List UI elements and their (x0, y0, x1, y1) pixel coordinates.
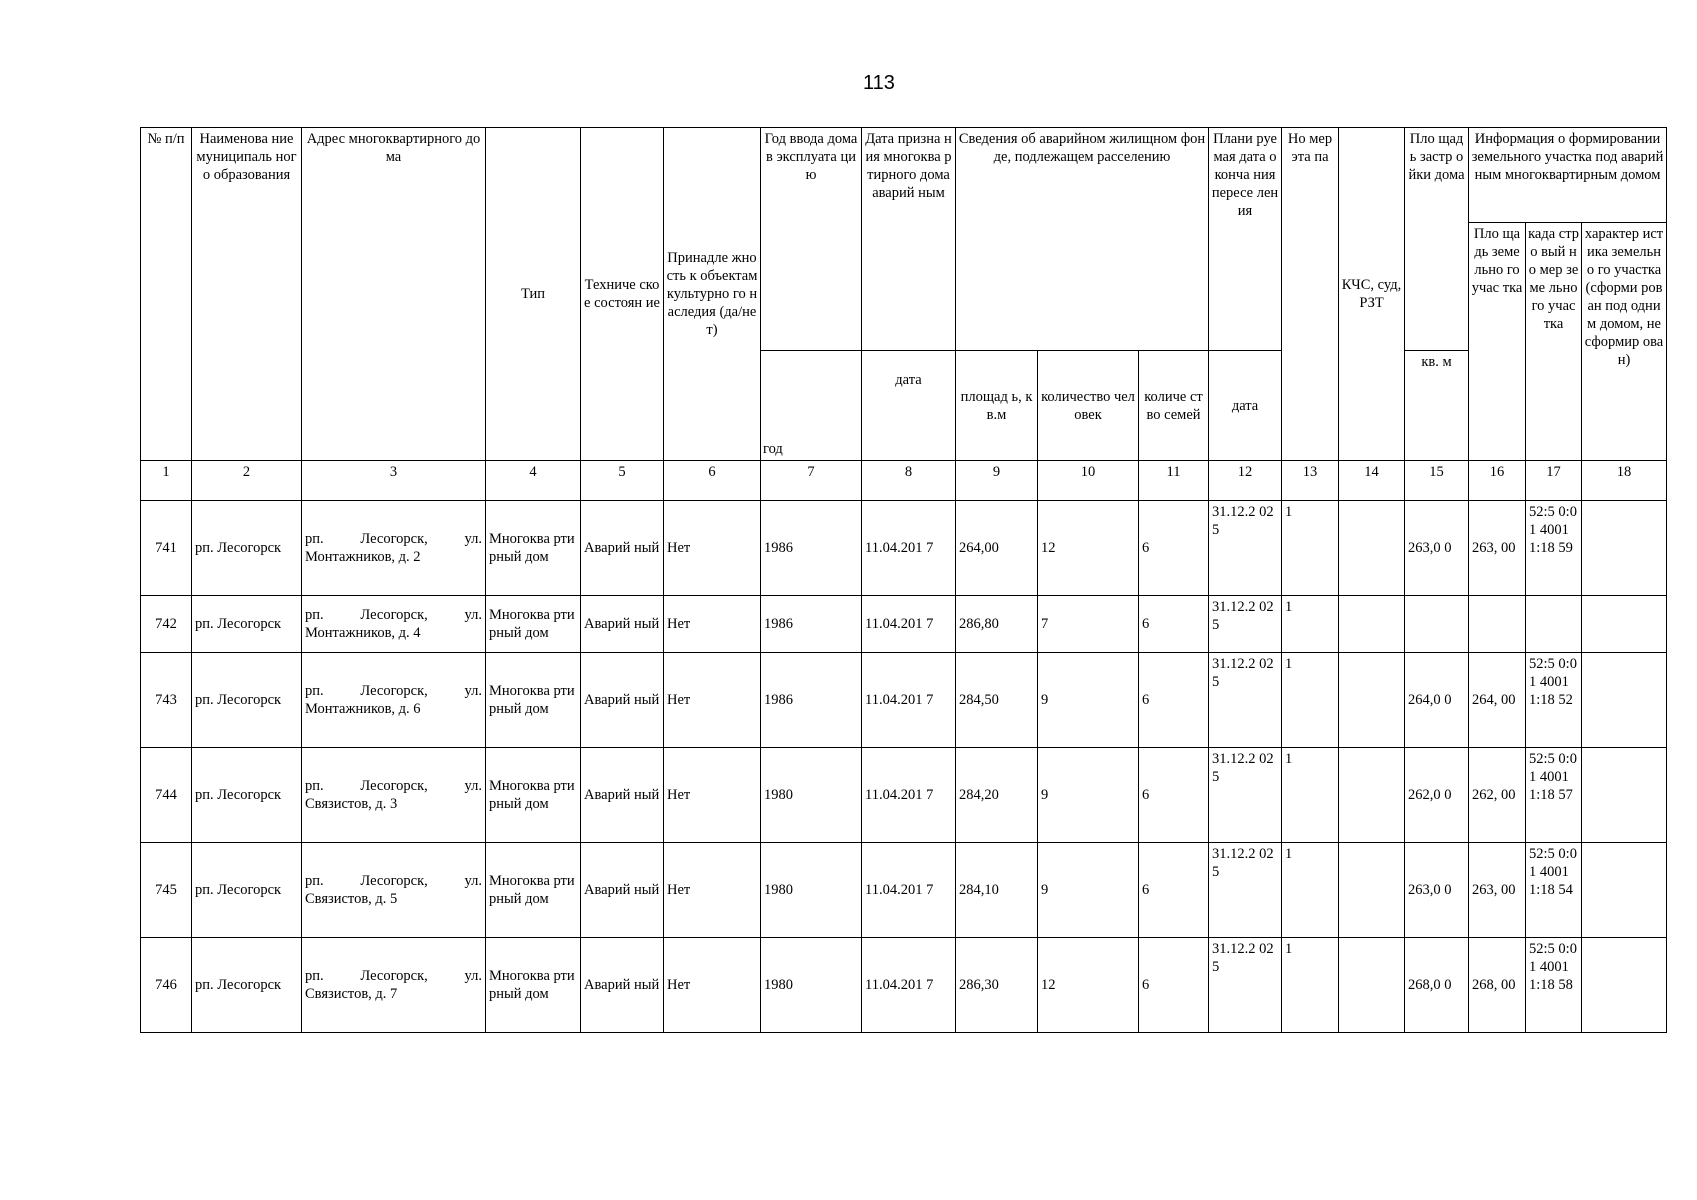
families-cell: 6 (1139, 501, 1209, 596)
col-number: 5 (581, 461, 664, 501)
date-cell: 11.04.201 7 (862, 596, 956, 653)
address-part: рп. (305, 607, 324, 623)
col-number: 12 (1209, 461, 1282, 501)
area-cell: 286,30 (956, 938, 1038, 1033)
heritage-cell: Нет (664, 653, 761, 748)
families-cell: 6 (1139, 748, 1209, 843)
address-street: Связистов, д. 3 (305, 796, 398, 812)
subheader-people: количество человек (1038, 351, 1139, 461)
col-number: 9 (956, 461, 1038, 501)
address-part: Лесогорск, (360, 778, 428, 794)
address-street: Связистов, д. 7 (305, 986, 398, 1002)
header-kchs: КЧС, суд, РЗТ (1339, 128, 1405, 461)
municipality-cell: рп. Лесогорск (192, 938, 302, 1033)
land-area-cell: 264, 00 (1469, 653, 1526, 748)
address-part: Лесогорск, (360, 873, 428, 889)
col-number: 17 (1526, 461, 1582, 501)
header-stage: Но мер эта па (1282, 128, 1339, 461)
year-cell: 1986 (761, 501, 862, 596)
municipality-cell: рп. Лесогорск (192, 748, 302, 843)
kchs-cell (1339, 501, 1405, 596)
address-part: рп. (305, 968, 324, 984)
table-row (141, 653, 1667, 748)
row-number: 741 (141, 501, 192, 596)
area-cell: 284,20 (956, 748, 1038, 843)
land-char-cell (1582, 938, 1667, 1033)
header-address: Адрес многоквартирного дома (302, 128, 486, 461)
area-cell: 264,00 (956, 501, 1038, 596)
land-char-cell (1582, 596, 1667, 653)
area-cell: 284,10 (956, 843, 1038, 938)
address-part: ул. (464, 531, 482, 547)
address-part: Лесогорск, (360, 531, 428, 547)
address-part: Лесогорск, (360, 607, 428, 623)
header-municipality: Наименова ние муниципаль ного образования (192, 128, 302, 461)
people-cell: 9 (1038, 748, 1139, 843)
header-land-area: Пло щадь земе льно го учас тка (1469, 223, 1526, 461)
state-cell: Аварий ный (581, 938, 664, 1033)
address-part: рп. (305, 778, 324, 794)
date-cell: 11.04.201 7 (862, 748, 956, 843)
address-cell (302, 653, 486, 748)
heritage-cell: Нет (664, 843, 761, 938)
header-land-char: характер истика земельно го участка (сформи рован под одним домом, не сформир ован) (1582, 223, 1667, 461)
heritage-cell: Нет (664, 501, 761, 596)
address-street: Монтажников, д. 4 (305, 625, 421, 641)
kchs-cell (1339, 596, 1405, 653)
people-cell: 12 (1038, 938, 1139, 1033)
address-cell (302, 748, 486, 843)
families-cell: 6 (1139, 596, 1209, 653)
stage-cell: 1 (1282, 938, 1339, 1033)
year-cell: 1986 (761, 653, 862, 748)
address-cell (302, 843, 486, 938)
row-number: 746 (141, 938, 192, 1033)
land-area-cell: 263, 00 (1469, 843, 1526, 938)
stage-cell: 1 (1282, 501, 1339, 596)
date-cell: 11.04.201 7 (862, 938, 956, 1033)
heritage-cell: Нет (664, 938, 761, 1033)
plan-date-cell: 31.12.2 025 (1209, 653, 1282, 748)
address-street: Монтажников, д. 2 (305, 549, 421, 565)
state-cell: Аварий ный (581, 501, 664, 596)
type-cell: Многоква ртирный дом (486, 596, 581, 653)
type-cell: Многоква ртирный дом (486, 938, 581, 1033)
column-number-row (141, 461, 1667, 501)
header-num: № п/п (141, 128, 192, 461)
address-part: ул. (464, 968, 482, 984)
col-number: 10 (1038, 461, 1139, 501)
col-number: 2 (192, 461, 302, 501)
subheader-build-area-unit: кв. м (1405, 351, 1469, 461)
cadastral-cell: 52:5 0:01 4001 1:18 58 (1526, 938, 1582, 1033)
row-number: 745 (141, 843, 192, 938)
families-cell: 6 (1139, 938, 1209, 1033)
subheader-families: количе ство семей (1139, 351, 1209, 461)
plan-date-cell: 31.12.2 025 (1209, 938, 1282, 1033)
address-part: ул. (464, 683, 482, 699)
year-cell: 1980 (761, 843, 862, 938)
cadastral-cell: 52:5 0:01 4001 1:18 52 (1526, 653, 1582, 748)
build-area-cell: 268,0 0 (1405, 938, 1469, 1033)
land-area-cell: 263, 00 (1469, 501, 1526, 596)
date-cell: 11.04.201 7 (862, 501, 956, 596)
land-char-cell (1582, 501, 1667, 596)
col-number: 6 (664, 461, 761, 501)
build-area-cell: 263,0 0 (1405, 843, 1469, 938)
address-cell (302, 596, 486, 653)
cadastral-cell: 52:5 0:01 4001 1:18 59 (1526, 501, 1582, 596)
year-cell: 1980 (761, 938, 862, 1033)
stage-cell: 1 (1282, 748, 1339, 843)
subheader-plan-date: дата (1209, 351, 1282, 461)
build-area-cell: 263,0 0 (1405, 501, 1469, 596)
people-cell: 9 (1038, 653, 1139, 748)
col-number: 14 (1339, 461, 1405, 501)
col-number: 4 (486, 461, 581, 501)
housing-table (140, 127, 1667, 1033)
people-cell: 12 (1038, 501, 1139, 596)
address-part: ул. (464, 778, 482, 794)
table-row (141, 843, 1667, 938)
people-cell: 9 (1038, 843, 1139, 938)
row-number: 743 (141, 653, 192, 748)
col-number: 13 (1282, 461, 1339, 501)
heritage-cell: Нет (664, 596, 761, 653)
municipality-cell: рп. Лесогорск (192, 501, 302, 596)
address-part: Лесогорск, (360, 968, 428, 984)
state-cell: Аварий ный (581, 596, 664, 653)
build-area-cell: 264,0 0 (1405, 653, 1469, 748)
area-cell: 284,50 (956, 653, 1038, 748)
plan-date-cell: 31.12.2 025 (1209, 501, 1282, 596)
address-part: рп. (305, 873, 324, 889)
cadastral-cell (1526, 596, 1582, 653)
page-number: 113 (863, 72, 895, 94)
type-cell: Многоква ртирный дом (486, 843, 581, 938)
families-cell: 6 (1139, 653, 1209, 748)
subheader-date: дата (862, 351, 956, 461)
table-row (141, 748, 1667, 843)
land-area-cell: 262, 00 (1469, 748, 1526, 843)
col-number: 15 (1405, 461, 1469, 501)
kchs-cell (1339, 653, 1405, 748)
col-number: 7 (761, 461, 862, 501)
plan-date-cell: 31.12.2 025 (1209, 748, 1282, 843)
header-build-area: Пло щадь застр ойки дома (1405, 128, 1469, 351)
kchs-cell (1339, 843, 1405, 938)
header-type: Тип (486, 128, 581, 461)
state-cell: Аварий ный (581, 653, 664, 748)
col-number: 3 (302, 461, 486, 501)
cadastral-cell: 52:5 0:01 4001 1:18 57 (1526, 748, 1582, 843)
address-part: ул. (464, 873, 482, 889)
address-cell (302, 501, 486, 596)
land-char-cell (1582, 843, 1667, 938)
table-row (141, 501, 1667, 596)
header-heritage: Принадле жность к объектам культурно го наследия (да/нет) (664, 128, 761, 461)
municipality-cell: рп. Лесогорск (192, 653, 302, 748)
area-cell: 286,80 (956, 596, 1038, 653)
address-cell (302, 938, 486, 1033)
table-row (141, 596, 1667, 653)
date-cell: 11.04.201 7 (862, 843, 956, 938)
municipality-cell: рп. Лесогорск (192, 596, 302, 653)
col-number: 18 (1582, 461, 1667, 501)
state-cell: Аварий ный (581, 843, 664, 938)
municipality-cell: рп. Лесогорск (192, 843, 302, 938)
col-number: 11 (1139, 461, 1209, 501)
header-land-info: Информация о формировании земельного участка под аварийным многоквартирным домом (1469, 128, 1667, 223)
header-tech-state: Техниче ское состоян ие (581, 128, 664, 461)
type-cell: Многоква ртирный дом (486, 748, 581, 843)
header-commission-year: Год ввода дома в эксплуата цию (761, 128, 862, 351)
subheader-area: площад ь, кв.м (956, 351, 1038, 461)
header-cadastral: када стро вый но мер земе льно го учас тка (1526, 223, 1582, 461)
year-cell: 1980 (761, 748, 862, 843)
date-cell: 11.04.201 7 (862, 653, 956, 748)
col-number: 16 (1469, 461, 1526, 501)
header-planned-date: Плани руемая дата оконча ния пересе ления (1209, 128, 1282, 351)
type-cell: Многоква ртирный дом (486, 653, 581, 748)
header-emergency-fund: Сведения об аварийном жилищном фонде, подлежащем расселению (956, 128, 1209, 351)
type-cell: Многоква ртирный дом (486, 501, 581, 596)
stage-cell: 1 (1282, 653, 1339, 748)
state-cell: Аварий ный (581, 748, 664, 843)
kchs-cell (1339, 748, 1405, 843)
kchs-cell (1339, 938, 1405, 1033)
address-street: Связистов, д. 5 (305, 891, 398, 907)
header-emergency-date: Дата призна ния многоква ртирного дома аварий ным (862, 128, 956, 351)
build-area-cell: 262,0 0 (1405, 748, 1469, 843)
stage-cell: 1 (1282, 843, 1339, 938)
address-part: Лесогорск, (360, 683, 428, 699)
address-part: рп. (305, 531, 324, 547)
col-number: 8 (862, 461, 956, 501)
cadastral-cell: 52:5 0:01 4001 1:18 54 (1526, 843, 1582, 938)
row-number: 742 (141, 596, 192, 653)
row-number: 744 (141, 748, 192, 843)
people-cell: 7 (1038, 596, 1139, 653)
year-cell: 1986 (761, 596, 862, 653)
land-area-cell (1469, 596, 1526, 653)
col-number: 1 (141, 461, 192, 501)
subheader-year: год (761, 351, 862, 461)
land-area-cell: 268, 00 (1469, 938, 1526, 1033)
heritage-cell: Нет (664, 748, 761, 843)
land-char-cell (1582, 748, 1667, 843)
build-area-cell (1405, 596, 1469, 653)
address-street: Монтажников, д. 6 (305, 701, 421, 717)
stage-cell: 1 (1282, 596, 1339, 653)
address-part: ул. (464, 607, 482, 623)
table-row (141, 938, 1667, 1033)
land-char-cell (1582, 653, 1667, 748)
families-cell: 6 (1139, 843, 1209, 938)
plan-date-cell: 31.12.2 025 (1209, 843, 1282, 938)
address-part: рп. (305, 683, 324, 699)
plan-date-cell: 31.12.2 025 (1209, 596, 1282, 653)
